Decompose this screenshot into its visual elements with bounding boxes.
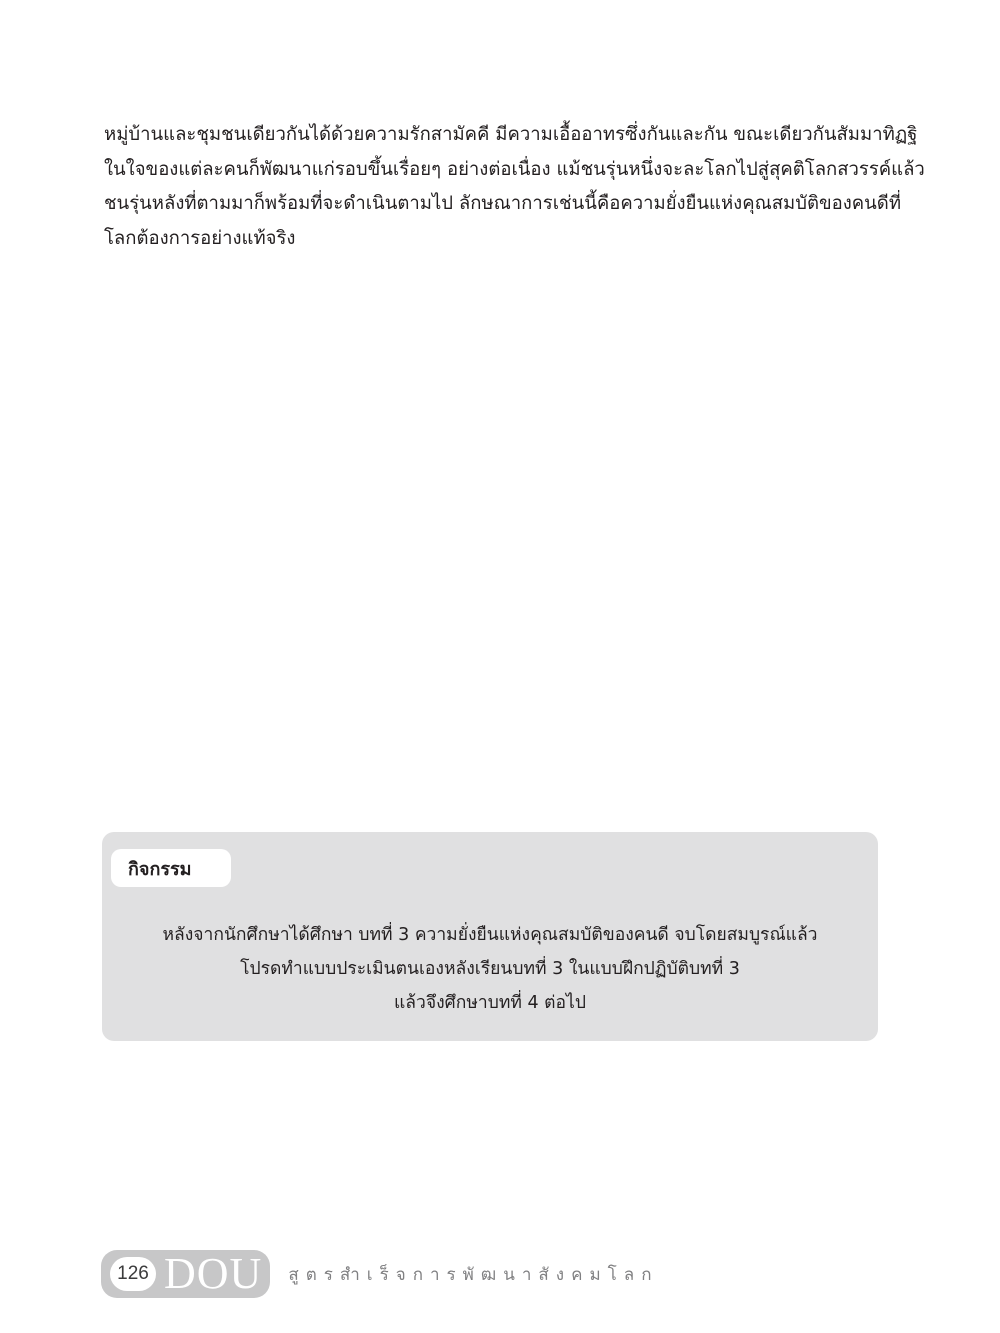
activity-box	[102, 832, 878, 1041]
dou-logo: DOU	[164, 1249, 263, 1298]
body-line-3: ชนรุ่นหลังที่ตามมาก็พร้อมที่จะดำเนินตามไป ลักษณาการเช่นนี้คือความยั่งยืนแห่งคุณสมบัติของคนดีที่	[104, 193, 902, 214]
activity-line-2: โปรดทำแบบประเมินตนเองหลังเรียนบทที่ 3 ในแบบฝึกปฏิบัติบทที่ 3	[240, 959, 740, 979]
activity-instructions	[102, 918, 878, 1020]
footer-badge	[101, 1250, 270, 1298]
body-line-1: หมู่บ้านและชุมชนเดียวกันได้ด้วยความรักสามัคคี มีความเอื้ออาทรซึ่งกันและกัน ขณะเดียวกันสัมมาทิฏฐิ	[104, 124, 918, 145]
body-paragraph	[104, 118, 925, 256]
activity-title: กิจกรรม	[111, 849, 231, 887]
page-footer	[101, 1250, 659, 1298]
body-line-2: ในใจของแต่ละคนก็พัฒนาแก่รอบขึ้นเรื่อยๆ อย่างต่อเนื่อง แม้ชนรุ่นหนึ่งจะละโลกไปสู่สุคติโลกสวรรค์แล้ว	[104, 158, 925, 180]
activity-line-3: แล้วจึงศึกษาบทที่ 4 ต่อไป	[394, 993, 586, 1013]
page-number: 126	[110, 1257, 156, 1291]
course-title: สูตรสำเร็จการพัฒนาสังคมโลก	[288, 1264, 659, 1285]
body-line-4: โลกต้องการอย่างแท้จริง	[104, 227, 296, 249]
activity-line-1: หลังจากนักศึกษาได้ศึกษา บทที่ 3 ความยั่งยืนแห่งคุณสมบัติของคนดี จบโดยสมบูรณ์แล้ว	[162, 925, 818, 945]
